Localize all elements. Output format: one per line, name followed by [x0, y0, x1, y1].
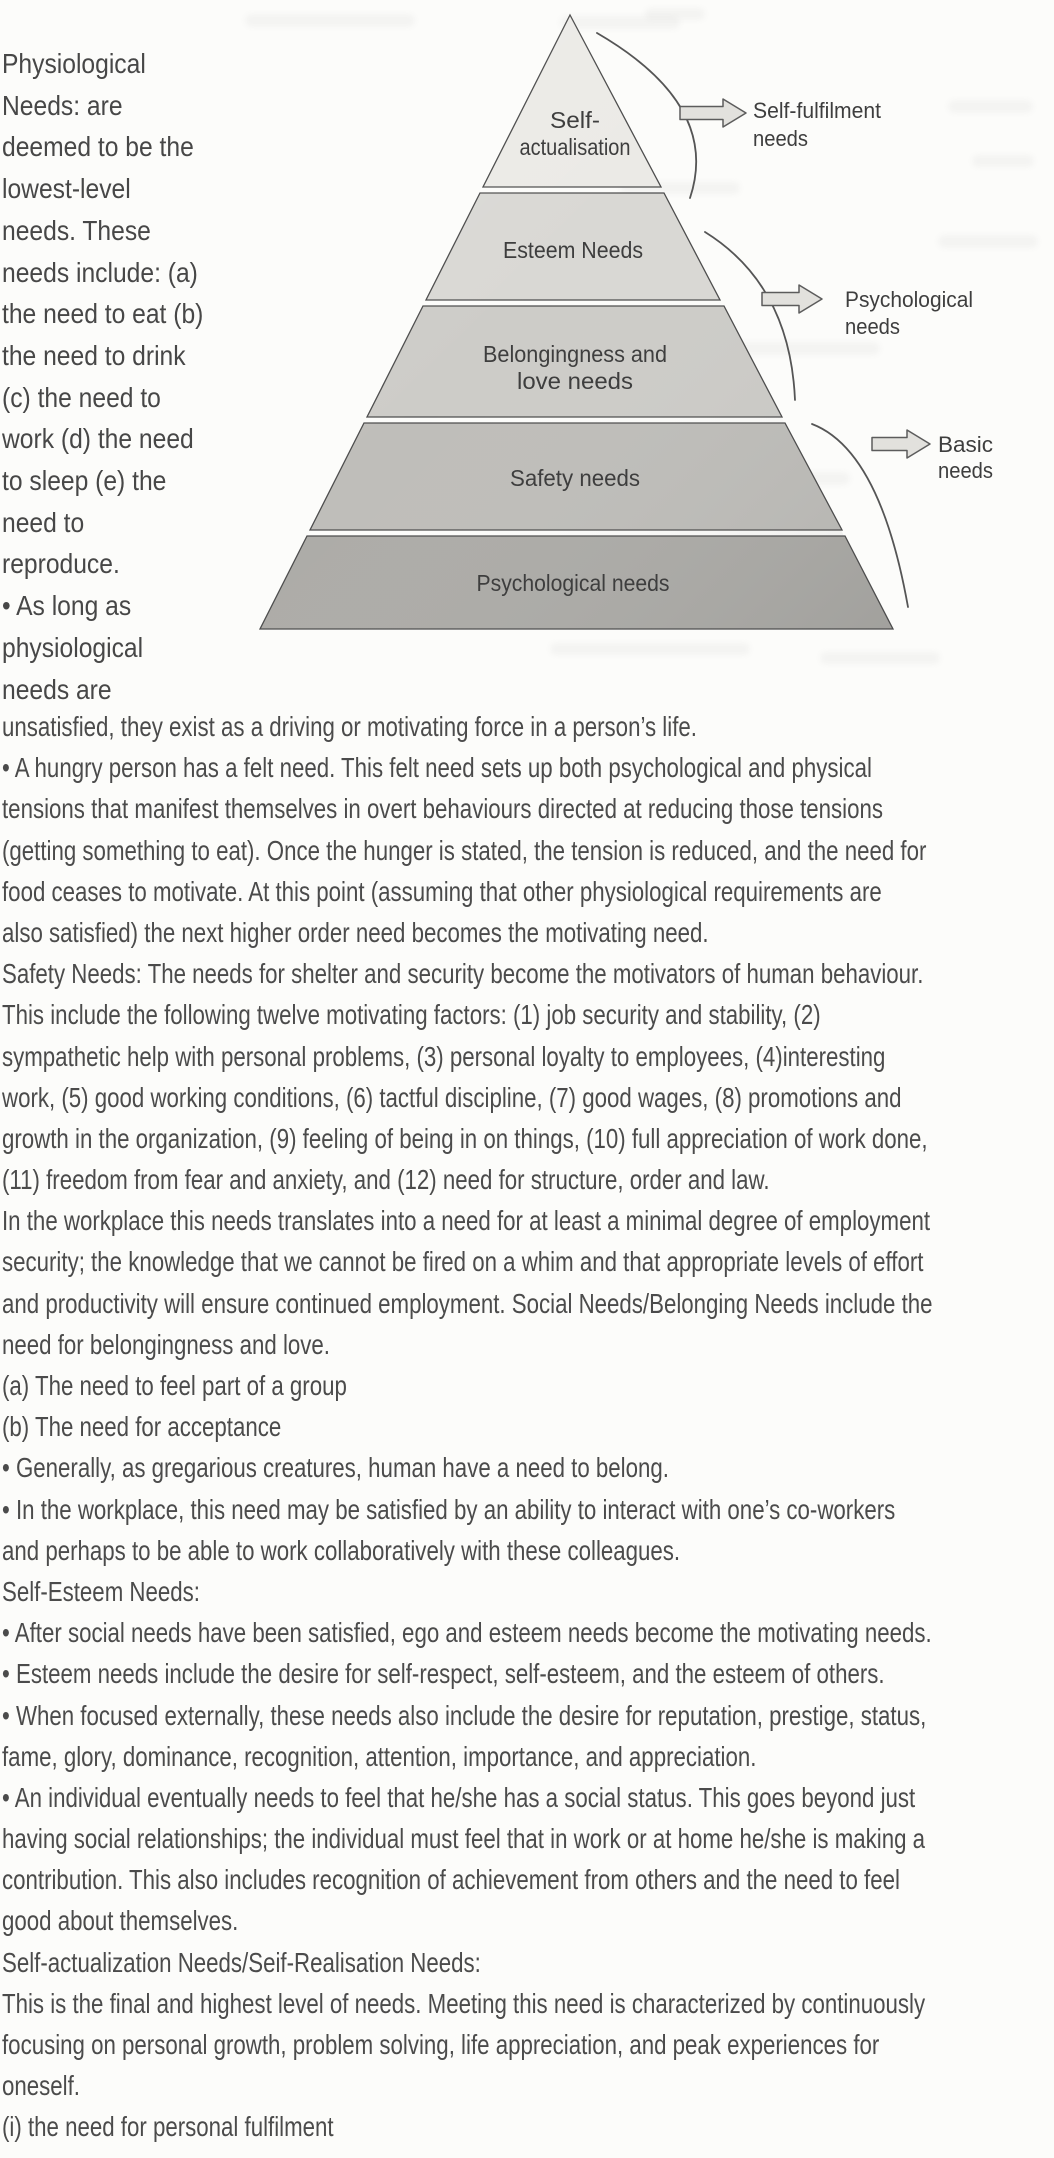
text-line: tensions that manifest themselves in overt behaviours directed at reducing those tensions	[2, 793, 884, 825]
text-line: This include the following twelve motivating factors: (1) job security and stability, (2)	[2, 999, 821, 1031]
level-label-belongingness-2: love needs	[517, 368, 633, 394]
text-line: • A hungry person has a felt need. This felt need sets up both psychological and physical	[2, 752, 872, 784]
annotation-psychological-1: Psychological	[845, 287, 973, 312]
text-line: (a) The need to feel part of a group	[2, 1370, 347, 1401]
arrow-self-fulfilment	[680, 99, 746, 127]
level-label-physiological: Psychological needs	[476, 570, 670, 596]
text-line: work, (5) good working conditions, (6) tactful discipline, (7) good wages, (8) promotions and	[2, 1081, 902, 1113]
text-line: work (d) the need	[2, 423, 194, 455]
annotation-self-fulfilment-1: Self-fulfilment	[753, 98, 881, 123]
text-line: In the workplace this needs translates into a need for at least a minimal degree of employment	[2, 1205, 931, 1237]
annotation-self-fulfilment-2: needs	[753, 126, 808, 151]
text-line: oneself.	[2, 2070, 80, 2102]
text-line: (i) the need for personal fulfilment	[2, 2111, 334, 2143]
text-line: also satisfied) the next higher order need becomes the motivating need.	[2, 916, 709, 948]
text-line: (b) The need for acceptance	[2, 1411, 282, 1443]
text-line: This is the final and highest level of needs. Meeting this need is characterized by continuously	[2, 1987, 926, 2019]
text-line: • After social needs have been satisfied, ego and esteem needs become the motivating needs.	[2, 1617, 932, 1649]
text-line: needs are	[2, 673, 112, 705]
text-line: contribution. This also includes recognition of achievement from others and the need to feel	[2, 1864, 900, 1896]
text-line: • In the workplace, this need may be satisfied by an ability to interact with one’s co-workers	[2, 1493, 896, 1525]
text-line: • Esteem needs include the desire for self-respect, self-esteem, and the esteem of others.	[2, 1658, 885, 1690]
text-line: needs include: (a)	[2, 256, 198, 288]
text-line: growth in the organization, (9) feeling of being in on things, (10) full appreciation of work done,	[2, 1122, 928, 1154]
level-label-safety: Safety needs	[510, 465, 640, 491]
needs-pyramid-figure	[185, 0, 1054, 665]
text-line: having social relationships; the individual must feel that in work or at home he/she is making a	[2, 1823, 926, 1855]
text-line: security; the knowledge that we cannot be fired on a whim and that appropriate levels of effort	[2, 1246, 924, 1278]
maslow-pyramid-diagram	[185, 0, 1054, 665]
text-line: (getting something to eat). Once the hunger is stated, the tension is reduced, and the need for	[2, 834, 927, 866]
annotation-basic-2: needs	[938, 458, 993, 483]
text-line: and productivity will ensure continued employment. Social Needs/Belonging Needs include the	[2, 1287, 933, 1319]
text-line: Needs: are	[2, 89, 123, 121]
text-line: (11) freedom from fear and anxiety, and (12) need for structure, order and law.	[2, 1164, 770, 1196]
text-line: (c) the need to	[2, 381, 161, 413]
text-line: deemed to be the	[2, 131, 194, 163]
text-line: good about themselves.	[2, 1905, 239, 1937]
text-line: • An individual eventually needs to feel that he/she has a social status. This goes beyond just	[2, 1781, 916, 1813]
level-label-belongingness-1: Belongingness and	[483, 341, 667, 367]
text-line: need to	[2, 506, 85, 538]
text-line: the need to eat (b)	[2, 298, 204, 330]
text-line: lowest-level	[2, 173, 131, 205]
text-line: needs. These	[2, 214, 151, 246]
text-line: need for belongingness and love.	[2, 1328, 330, 1360]
text-line: and perhaps to be able to work collaboratively with these colleagues.	[2, 1534, 681, 1566]
level-label-esteem: Esteem Needs	[503, 237, 643, 263]
text-line: physiological	[2, 631, 144, 663]
text-line: sympathetic help with personal problems, (3) personal loyalty to employees, (4)interesting	[2, 1040, 886, 1072]
arrow-psychological	[762, 285, 822, 313]
text-line: Safety Needs: The needs for shelter and security become the motivators of human behaviour.	[2, 958, 924, 990]
text-line: • Generally, as gregarious creatures, human have a need to belong.	[2, 1452, 669, 1484]
text-line: reproduce.	[2, 548, 120, 580]
text-line: to sleep (e) the	[2, 465, 167, 497]
text-line: unsatisfied, they exist as a driving or motivating force in a person’s life.	[2, 711, 697, 742]
text-line: Self-Esteem Needs:	[2, 1575, 200, 1607]
arrow-basic	[872, 430, 930, 458]
text-line: the need to drink	[2, 339, 186, 371]
text-line: • When focused externally, these needs also include the desire for reputation, prestige, status,	[2, 1699, 927, 1731]
level-label-self-actualisation-2: actualisation	[519, 134, 631, 160]
text-line: Physiological	[2, 48, 146, 79]
level-label-self-actualisation-1: Self-	[550, 107, 600, 133]
text-line: food ceases to motivate. At this point (assuming that other physiological requirements are	[2, 875, 882, 907]
body-paragraphs	[2, 706, 1054, 2148]
text-line: focusing on personal growth, problem solving, life appreciation, and peak experiences for	[2, 2029, 880, 2060]
text-line: Self-actualization Needs/Seif-Realisation Needs:	[2, 1946, 481, 1978]
annotation-psychological-2: needs	[845, 314, 900, 339]
text-line: • As long as	[2, 590, 132, 622]
annotation-basic-1: Basic	[938, 432, 993, 457]
text-line: fame, glory, dominance, recognition, attention, importance, and appreciation.	[2, 1740, 757, 1772]
